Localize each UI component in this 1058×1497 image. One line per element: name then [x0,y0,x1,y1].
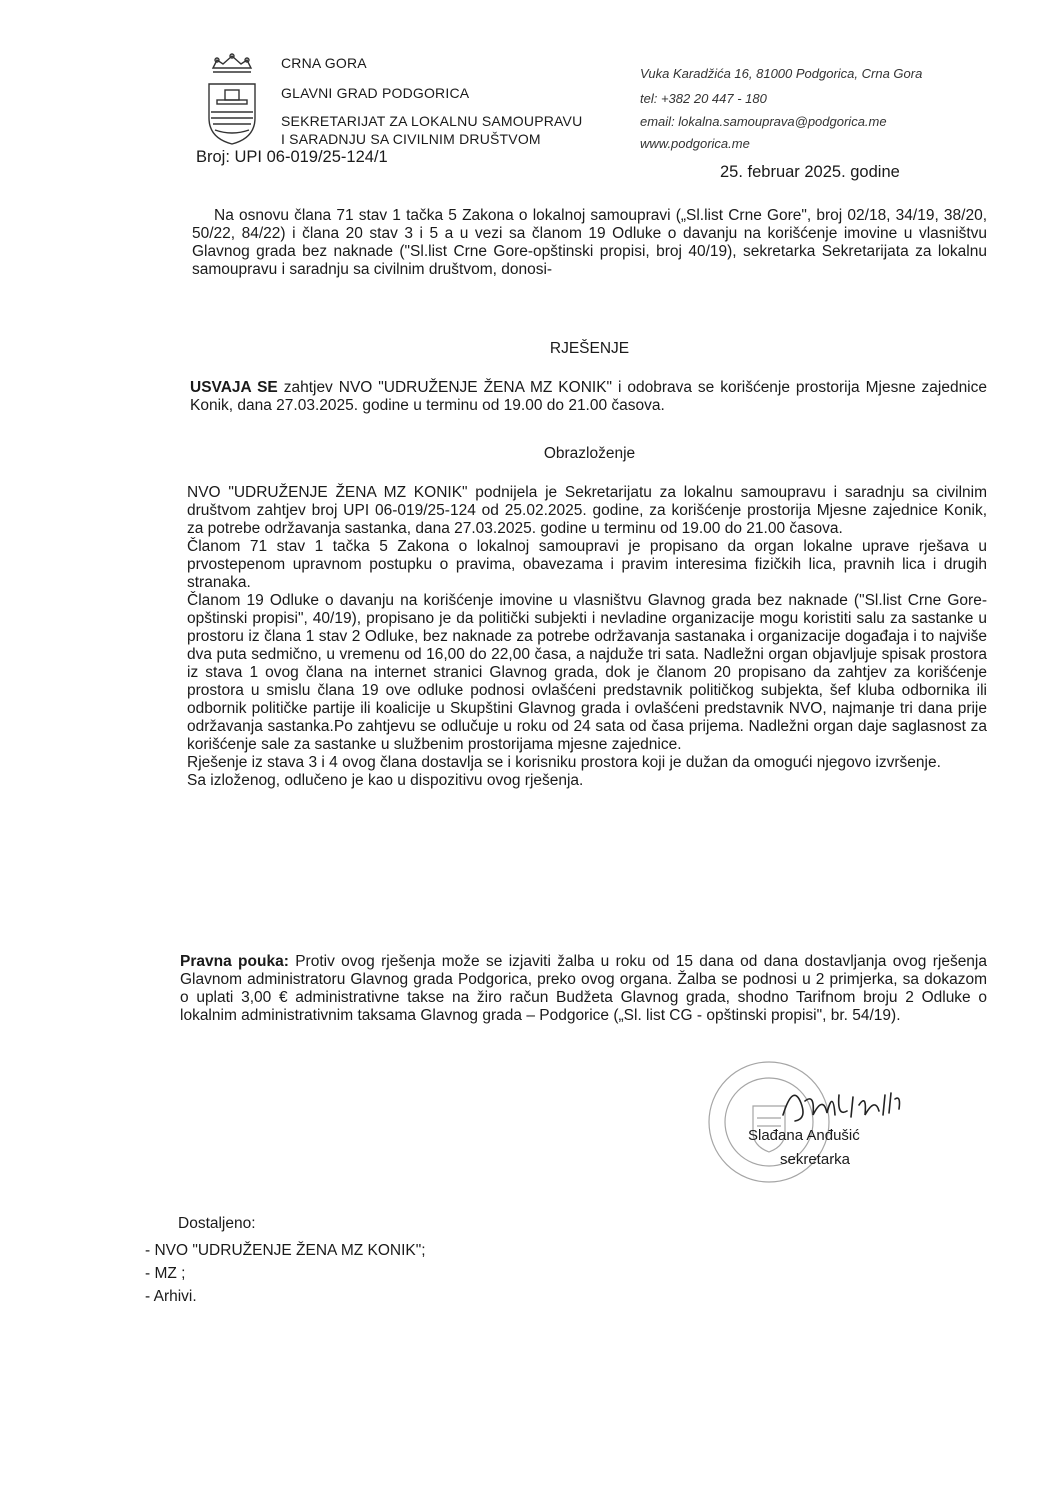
distribution-list [145,1239,426,1308]
decision-paragraph [190,379,987,415]
header-address: Vuka Karadžića 16, 81000 Podgorica, Crna Gora [640,66,923,81]
signatory-role: sekretarka [780,1151,851,1168]
reasoning-paragraph: Članom 71 stav 1 tačka 5 Zakona o lokalnoj samoupravi je propisano da organ lokalne uprave rješava u prvostepenom upravnom postupku o pravima, obavezama i pravim interesima fizičkih lica, pravnih lica i drugih stranaka. [187,538,987,591]
distribution-item: - NVO "UDRUŽENJE ŽENA MZ KONIK"; [145,1242,426,1259]
legal-notice [180,953,987,1025]
coat-of-arms-icon [203,50,261,148]
decision-text: zahtjev NVO "UDRUŽENJE ŽENA MZ KONIK" i odobrava se korišćenje prostorija Mjesne zajednice Konik, dana 27.03.2025. godine u terminu od 19.00 do 21.00 časova. [190,379,987,414]
reasoning-paragraph: Rješenje iz stava 3 i 4 ovog člana dostavlja se i korisniku prostora koji je dužan da omogući njegovo izvršenje. [187,754,941,771]
header-website: www.podgorica.me [640,136,750,151]
header-city: GLAVNI GRAD PODGORICA [281,85,470,101]
header-phone: tel: +382 20 447 - 180 [640,91,767,106]
header-email: email: lokalna.samouprava@podgorica.me [640,114,887,129]
distribution-item: - MZ ; [145,1265,186,1282]
legal-notice-lead: Pravna pouka: [180,953,289,970]
distribution-item: - Arhivi. [145,1288,197,1305]
handwritten-signature [775,1075,910,1130]
reasoning-block [187,484,987,790]
signatory-name: Slađana Anđušić [748,1127,860,1144]
reasoning-paragraph: Članom 19 Odluke o davanju na korišćenje imovine u vlasništvu Glavnog grada bez naknade ("Sl.list Crne Gore-opštinski propisi", 40/19), propisano je da politički subjekti i nevladine organizacije mogu koristiti salu za sastanke u prostoru iz člana 1 stav 2 Odluke, bez naknade za potrebe održavanja sastanaka i organizacije događaja i to najviše dva puta sedmično, u vremenu od 16,00 do 22,00 časa, a najduže tri sata. Nadležni organ objavljuje spisak prostora iz stava 1 ovog člana na internet stranici Glavnog grada, dok je članom 20 propisano da zahtjev za korišćenje prostora u smislu člana 19 ove odluke podnosi ovlašćeni predstavnik političkog subjekta, šef kluba odbornika ili odbornik političke partije ili koalicije u Skupštini Glavnog grada i ovlašćeni predstavnik NVO, najmanje tri dana prije održavanja sastanka.Po zahtjevu se odlučuje u roku od 24 sata od časa prijema. Nadležni organ daje saglasnost za korišćenje sale za sastanke u službenim prostorijama mjesne zajednice. [187,592,987,753]
decision-lead: USVAJA SE [190,379,278,396]
header-secretariat-line1: SEKRETARIJAT ZA LOKALNU SAMOUPRAVU [281,113,583,129]
header-country: CRNA GORA [281,55,367,71]
distribution-title: Dostaljeno: [178,1215,256,1232]
preamble: Na osnovu člana 71 stav 1 tačka 5 Zakona o lokalnoj samoupravi („Sl.list Crne Gore", broj 02/18, 34/19, 38/20, 50/22, 84/22) i člana 20 stav 3 i 5 a u vezi sa članom 19 Odluke o davanju na korišćenje imovine u vlasništvu Glavnog grada bez naknade ("Sl.list Crne Gore-opštinski propisi, broj 40/19), sekretarka Sekretarijata za lokalnu samoupravu i saradnju sa civilnim društvom, donosi- [192,207,987,278]
document-date: 25. februar 2025. godine [720,163,900,181]
reasoning-title: Obrazloženje [543,445,636,462]
reasoning-paragraph: NVO "UDRUŽENJE ŽENA MZ KONIK" podnijela je Sekretarijatu za lokalnu samoupravu i saradnju sa civilnim društvom zahtjev broj UPI 06-019/25-124 od 25.02.2025. godine, za korišćenje prostorija Mjesne zajednice Konik, za potrebe održavanja sastanka, dana 27.03.2025. godine u terminu od 19.00 do 21.00 časova. [187,484,987,537]
document-number: Broj: UPI 06-019/25-124/1 [196,148,388,166]
reasoning-paragraph: Sa izloženog, odlučeno je kao u dispozitivu ovog rješenja. [187,772,584,789]
legal-notice-text: Protiv ovog rješenja može se izjaviti žalba u roku od 15 dana od dana dostavljanja ovog rješenja Glavnom administratoru Glavnog grada Podgorica, preko ovog organa. Žalba se podnosi u 2 primjerka, sa dokazom o uplati 3,00 € administrativne takse na žiro račun Budžeta Glavnog grada, shodno Tarifnom broju 2 Odluke o lokalnim administrativnim taksama Glavnog grada – Podgorice („Sl. list CG - opštinski propisi", br. 54/19). [180,953,987,1024]
decision-title: RJEŠENJE [549,340,630,357]
header-secretariat-line2: I SARADNJU SA CIVILNIM DRUŠTVOM [281,131,541,147]
